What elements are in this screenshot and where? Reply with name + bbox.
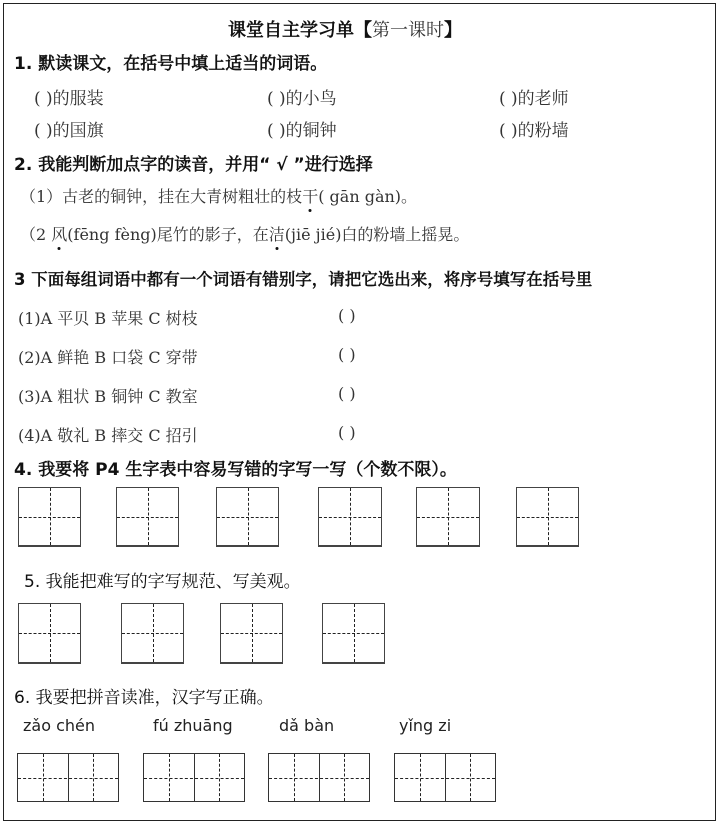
q3-answer-2[interactable]: ( )	[338, 345, 356, 364]
q4-writing-box-2[interactable]	[116, 487, 179, 547]
q2-item2-dotted-char-1: 风	[51, 225, 68, 244]
q4-writing-box-3[interactable]	[216, 487, 279, 547]
q4-writing-box-5[interactable]	[416, 487, 480, 547]
q6-pinyin-3: dǎ bàn	[279, 716, 335, 735]
q2-item1-text: （1）古老的铜钟，挂在大青树粗壮的枝	[20, 187, 303, 206]
q5-heading: 5. 我能把难写的字写规范、写美观。	[24, 572, 301, 592]
q2-heading: 2. 我能判断加点字的读音，并用“ √ ”进行选择	[14, 155, 373, 175]
q1-blank-3[interactable]: ( )的老师	[499, 89, 569, 109]
q1-blank-2[interactable]: ( )的小鸟	[267, 89, 337, 109]
q3-heading: 3 下面每组词语中都有一个词语有错别字，请把它选出来，将序号填写在括号里	[14, 270, 593, 289]
q6-pinyin-1: zǎo chén	[23, 716, 95, 735]
q2-item2-number: （2	[20, 225, 52, 244]
q2-item2-options-2[interactable]: (jiē jié)白的粉墙上摇晃。	[284, 225, 470, 244]
q2-item-2[interactable]	[20, 222, 469, 245]
q6-writing-pair-2[interactable]	[143, 753, 245, 802]
q4-heading: 4. 我要将 P4 生字表中容易写错的字写一写（个数不限）。	[14, 460, 457, 480]
q6-writing-pair-4[interactable]	[394, 753, 496, 802]
q4-writing-box-6[interactable]	[516, 487, 579, 547]
q4-writing-box-4[interactable]	[318, 487, 382, 547]
q3-answer-3[interactable]: ( )	[338, 384, 356, 403]
q1-heading: 1. 默读课文，在括号中填上适当的词语。	[14, 54, 328, 74]
q1-blank-6[interactable]: ( )的粉墙	[499, 121, 569, 141]
q1-blank-1[interactable]: ( )的服装	[34, 89, 104, 109]
q6-heading: 6. 我要把拼音读准，汉字写正确。	[14, 688, 274, 708]
q3-item-3: (3)A 粗状 B 铜钟 C 教室	[18, 387, 198, 406]
q5-writing-box-1[interactable]	[18, 603, 81, 664]
title-bracket-close: 】	[444, 20, 462, 41]
title-bracket-open: 【	[354, 20, 372, 41]
q6-writing-pair-3[interactable]	[268, 753, 370, 802]
q6-pinyin-2: fú zhuāng	[153, 716, 233, 735]
q5-writing-box-3[interactable]	[220, 603, 283, 664]
q3-item-2: (2)A 鲜艳 B 口袋 C 穿带	[18, 348, 198, 367]
q1-blank-4[interactable]: ( )的国旗	[34, 121, 104, 141]
q5-writing-box-4[interactable]	[322, 603, 385, 664]
q4-writing-box-1[interactable]	[18, 487, 81, 547]
q1-blank-5[interactable]: ( )的铜钟	[267, 121, 337, 141]
q2-item-1[interactable]	[20, 184, 417, 207]
q3-item-1: (1)A 平贝 B 苹果 C 树枝	[18, 309, 198, 328]
q2-item1-dotted-char: 干	[302, 187, 319, 206]
q2-item2-dotted-char-2: 洁	[268, 225, 285, 244]
q6-pinyin-4: yǐng zi	[399, 716, 452, 735]
title-sub: 第一课时	[372, 20, 444, 41]
q2-item2-options-1[interactable]: (fēng fèng)尾竹的影子，在	[67, 225, 269, 244]
q2-item1-options[interactable]: ( gān gàn)。	[318, 187, 418, 206]
title-main: 课堂自主学习单	[228, 20, 354, 41]
q3-answer-4[interactable]: ( )	[338, 423, 356, 442]
page-title	[228, 16, 462, 42]
q3-answer-1[interactable]: ( )	[338, 306, 356, 325]
q6-writing-pair-1[interactable]	[17, 753, 119, 802]
q3-item-4: (4)A 敬礼 B 摔交 C 招引	[18, 426, 198, 445]
q5-writing-box-2[interactable]	[121, 603, 184, 664]
